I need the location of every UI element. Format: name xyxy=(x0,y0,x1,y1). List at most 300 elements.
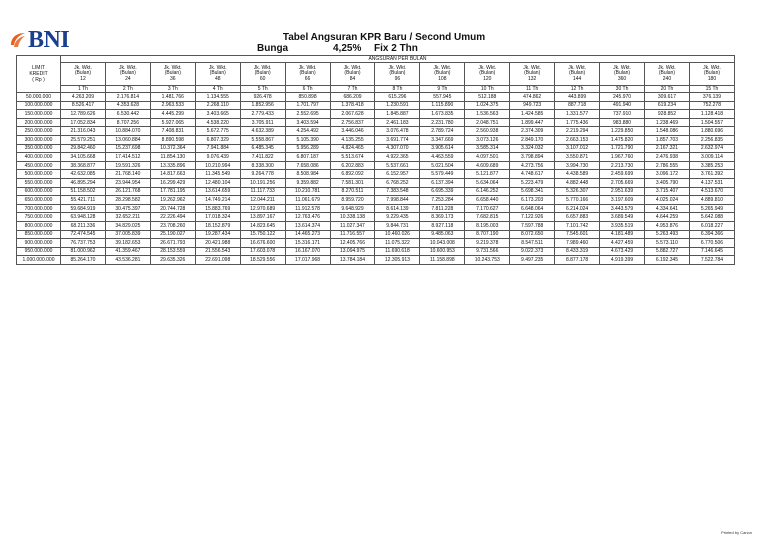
installment-cell: 8.195.003 xyxy=(465,221,510,230)
installment-cell: 9.648.929 xyxy=(330,204,375,213)
installment-cell: 9.076.439 xyxy=(195,153,240,162)
installment-cell: 2.176.814 xyxy=(105,93,150,102)
installment-cell: 1.701.797 xyxy=(285,101,330,110)
installment-cell: 6.485.345 xyxy=(240,144,285,153)
installment-cell: 8.526.417 xyxy=(61,101,106,110)
installment-cell: 6.892.092 xyxy=(330,170,375,179)
installment-cell: 19.262.962 xyxy=(150,196,195,205)
subtitle-rate-value: 4,25% xyxy=(333,43,362,54)
installment-cell: 7.383.548 xyxy=(375,187,420,196)
limit-header-line: ( Rp ) xyxy=(32,77,45,83)
installment-table xyxy=(16,55,735,265)
installment-cell: 12.044.211 xyxy=(240,196,285,205)
installment-cell: 5.537.661 xyxy=(375,161,420,170)
column-header-line: Jk. Wkt. xyxy=(343,65,362,72)
installment-cell: 2.756.837 xyxy=(330,118,375,127)
installment-cell: 9.844.731 xyxy=(375,221,420,230)
limit-header-line: KREDIT xyxy=(29,71,48,77)
installment-cell: 10.372.364 xyxy=(150,144,195,153)
column-header-line: (Bulan) xyxy=(119,70,136,77)
installment-cell: 2.560.938 xyxy=(465,127,510,136)
installment-cell: 850.898 xyxy=(285,93,330,102)
installment-cell: 28.298.582 xyxy=(105,196,150,205)
installment-cell: 7.658.086 xyxy=(285,161,330,170)
column-header xyxy=(240,63,285,86)
installment-cell: 2.849.170 xyxy=(510,135,555,144)
installment-cell: 474.862 xyxy=(510,93,555,102)
column-header xyxy=(375,63,420,86)
credit-limit-cell: 500.000.000 xyxy=(17,170,61,179)
installment-cell: 2.231.780 xyxy=(420,118,465,127)
installment-cell: 9.264.778 xyxy=(240,170,285,179)
installment-cell: 17.414.512 xyxy=(105,153,150,162)
installment-cell: 17.052.834 xyxy=(61,118,106,127)
credit-limit-cell: 700.000.000 xyxy=(17,204,61,213)
limit-header-line: LIMIT xyxy=(32,65,45,71)
installment-cell: 1.229.850 xyxy=(600,127,645,136)
installment-cell: 3.405.790 xyxy=(644,178,689,187)
installment-cell: 11.158.898 xyxy=(420,256,465,265)
installment-cell: 3.403.594 xyxy=(285,118,330,127)
installment-cell: 1.852.956 xyxy=(240,101,285,110)
installment-cell: 3.009.114 xyxy=(689,153,734,162)
installment-cell: 12.305.913 xyxy=(375,256,420,265)
installment-cell: 557.945 xyxy=(420,93,465,102)
installment-cell: 3.324.032 xyxy=(510,144,555,153)
installment-cell: 5.634.064 xyxy=(465,178,510,187)
tenor-years-header: 20 Th xyxy=(644,86,689,93)
installment-cell: 6.648.064 xyxy=(510,204,555,213)
installment-cell: 14.749.214 xyxy=(195,196,240,205)
installment-cell: 9.219.378 xyxy=(465,239,510,248)
installment-cell: 63.948.128 xyxy=(61,213,106,222)
credit-limit-cell: 550.000.000 xyxy=(17,178,61,187)
installment-cell: 1.230.591 xyxy=(375,101,420,110)
table-row xyxy=(17,213,735,222)
credit-limit-cell: 750.000.000 xyxy=(17,213,61,222)
installment-cell: 6.202.883 xyxy=(330,161,375,170)
column-header-line: Jk. Wkt. xyxy=(163,65,182,72)
tenor-years-header: 3 Th xyxy=(150,86,195,93)
column-header xyxy=(555,63,600,86)
table-row xyxy=(17,161,735,170)
column-header-line: 60 xyxy=(259,75,266,82)
column-header xyxy=(465,63,510,86)
installment-cell: 2.268.110 xyxy=(195,101,240,110)
installment-cell: 10.191.256 xyxy=(240,178,285,187)
table-row xyxy=(17,239,735,248)
installment-cell: 4.427.459 xyxy=(600,239,645,248)
column-header-line: 36 xyxy=(170,75,176,82)
column-header-line: (Bulan) xyxy=(703,70,721,77)
installment-cell: 3.446.046 xyxy=(330,127,375,136)
installment-cell: 1.857.703 xyxy=(644,135,689,144)
installment-cell: 1.845.887 xyxy=(375,110,420,119)
column-header-line: 84 xyxy=(349,75,356,82)
column-header xyxy=(150,63,195,86)
installment-cell: 29.635.326 xyxy=(150,256,195,265)
installment-cell: 5.672.775 xyxy=(195,127,240,136)
page-title: Tabel Angsuran KPR Baru / Second Umum xyxy=(282,32,486,43)
column-header-line: (Bulan) xyxy=(164,70,181,77)
installment-cell: 4.307.070 xyxy=(375,144,420,153)
installment-cell: 4.673.429 xyxy=(600,247,645,256)
limit-header xyxy=(17,56,61,93)
installment-cell: 2.476.938 xyxy=(644,153,689,162)
installment-cell: 7.545.601 xyxy=(555,230,600,239)
installment-cell: 10.043.008 xyxy=(420,239,465,248)
installment-cell: 10.243.753 xyxy=(465,256,510,265)
installment-cell: 8.614.139 xyxy=(375,204,420,213)
installment-cell: 12.763.476 xyxy=(285,213,330,222)
installment-cell: 2.374.309 xyxy=(510,127,555,136)
installment-cell: 85.264.170 xyxy=(61,256,106,265)
installment-cell: 4.609.689 xyxy=(465,161,510,170)
installment-cell: 4.254.492 xyxy=(285,127,330,136)
installment-cell: 6.807.329 xyxy=(195,135,240,144)
installment-cell: 3.905.614 xyxy=(420,144,465,153)
installment-cell: 5.121.877 xyxy=(465,170,510,179)
installment-cell: 7.581.301 xyxy=(330,178,375,187)
installment-cell: 1.673.835 xyxy=(420,110,465,119)
table-row xyxy=(17,135,735,144)
table-row xyxy=(17,204,735,213)
column-header xyxy=(510,63,555,86)
column-header-line: Jk. Wkt. xyxy=(703,65,721,72)
tenor-years-header: 11 Th xyxy=(510,86,555,93)
installment-cell: 4.882.448 xyxy=(555,178,600,187)
installment-cell: 8.707.190 xyxy=(465,230,510,239)
installment-cell: 6.768.252 xyxy=(375,178,420,187)
installment-cell: 4.353.628 xyxy=(105,101,150,110)
installment-cell: 8.927.118 xyxy=(420,221,465,230)
column-header-line: 12 xyxy=(80,75,86,82)
installment-cell: 1.536.563 xyxy=(465,110,510,119)
installment-cell: 4.137.531 xyxy=(689,178,734,187)
installment-cell: 4.513.670 xyxy=(689,187,734,196)
table-row xyxy=(17,110,735,119)
installment-cell: 1.880.696 xyxy=(689,127,734,136)
column-header xyxy=(689,63,734,86)
installment-cell: 8.890.598 xyxy=(150,135,195,144)
installment-cell: 8.072.650 xyxy=(510,230,555,239)
installment-cell: 9.229.435 xyxy=(375,213,420,222)
installment-cell: 17.018.324 xyxy=(195,213,240,222)
installment-cell: 6.695.339 xyxy=(420,187,465,196)
installment-cell: 619.234 xyxy=(644,101,689,110)
column-header-line: (Bulan) xyxy=(434,70,451,77)
installment-cell: 737.910 xyxy=(600,110,645,119)
installment-cell: 25.190.027 xyxy=(150,230,195,239)
column-header-line: (Bulan) xyxy=(479,70,496,77)
table-row xyxy=(17,221,735,230)
column-header-line: 24 xyxy=(125,75,131,82)
installment-cell: 15.316.171 xyxy=(285,239,330,248)
installment-cell: 11.027.347 xyxy=(330,221,375,230)
installment-cell: 2.789.724 xyxy=(420,127,465,136)
credit-limit-cell: 900.000.000 xyxy=(17,239,61,248)
column-header-line: 240 xyxy=(662,75,672,82)
installment-cell: 5.956.289 xyxy=(285,144,330,153)
installment-cell: 13.897.167 xyxy=(240,213,285,222)
installment-cell: 37.005.839 xyxy=(105,230,150,239)
installment-cell: 6.807.187 xyxy=(285,153,330,162)
installment-cell: 15.750.122 xyxy=(240,230,285,239)
installment-cell: 6.658.440 xyxy=(465,196,510,205)
installment-cell: 1.899.447 xyxy=(510,118,555,127)
installment-cell: 887.718 xyxy=(555,101,600,110)
installment-cell: 1.481.766 xyxy=(150,93,195,102)
installment-cell: 11.716.557 xyxy=(330,230,375,239)
installment-cell: 309.617 xyxy=(644,93,689,102)
installment-cell: 11.912.578 xyxy=(285,204,330,213)
installment-cell: 11.854.130 xyxy=(150,153,195,162)
installment-cell: 4.748.617 xyxy=(510,170,555,179)
column-header-line: (Bulan) xyxy=(299,70,316,77)
credit-limit-cell: 1.000.000.000 xyxy=(17,256,61,265)
column-header xyxy=(330,63,375,86)
tenor-years-header: 5 Th xyxy=(240,86,285,93)
installment-cell: 5.326.307 xyxy=(555,187,600,196)
installment-cell: 443.899 xyxy=(555,93,600,102)
installment-cell: 6.152.957 xyxy=(375,170,420,179)
installment-cell: 21.556.543 xyxy=(195,247,240,256)
installment-cell: 8.547.511 xyxy=(510,239,555,248)
installment-cell: 11.690.618 xyxy=(375,247,420,256)
table-row xyxy=(17,118,735,127)
column-header-line: 132 xyxy=(528,75,537,82)
installment-cell: 41.359.467 xyxy=(105,247,150,256)
installment-cell: 512.188 xyxy=(465,93,510,102)
installment-cell: 2.213.730 xyxy=(600,161,645,170)
installment-cell: 16.676.600 xyxy=(240,239,285,248)
installment-cell: 5.263.493 xyxy=(644,230,689,239)
subtitle-fix-period: Fix 2 Thn xyxy=(374,43,418,54)
installment-cell: 13.094.975 xyxy=(330,247,375,256)
installment-cell: 3.197.609 xyxy=(600,196,645,205)
installment-cell: 2.663.153 xyxy=(555,135,600,144)
installment-cell: 10.600.953 xyxy=(420,247,465,256)
installment-cell: 13.784.184 xyxy=(330,256,375,265)
column-header-line: 120 xyxy=(483,75,492,82)
installment-cell: 4.953.876 xyxy=(644,221,689,230)
installment-cell: 34.105.668 xyxy=(61,153,106,162)
installment-cell: 19.591.326 xyxy=(105,161,150,170)
installment-cell: 3.107.012 xyxy=(555,144,600,153)
installment-cell: 5.105.390 xyxy=(285,135,330,144)
credit-limit-cell: 150.000.000 xyxy=(17,110,61,119)
installment-cell: 13.614.374 xyxy=(285,221,330,230)
column-header-line: (Bulan) xyxy=(569,70,586,77)
installment-cell: 5.513.674 xyxy=(330,153,375,162)
installment-cell: 5.642.088 xyxy=(689,213,734,222)
column-header xyxy=(420,63,465,86)
subtitle-rate-label: Bunga xyxy=(257,43,289,54)
installment-cell: 5.265.949 xyxy=(689,204,734,213)
installment-cell: 4.025.024 xyxy=(644,196,689,205)
column-header-line: 144 xyxy=(572,75,582,82)
column-header xyxy=(105,63,150,86)
installment-cell: 4.824.465 xyxy=(330,144,375,153)
column-header-line: (Bulan) xyxy=(389,70,406,77)
tenor-years-header: 7 Th xyxy=(330,86,375,93)
column-header xyxy=(644,63,689,86)
installment-cell: 5.223.479 xyxy=(510,178,555,187)
column-header-line: Jk. Wkt. xyxy=(208,65,227,72)
installment-cell: 59.684.919 xyxy=(61,204,106,213)
column-header-line: 180 xyxy=(707,75,717,82)
installment-cell: 30.475.397 xyxy=(105,204,150,213)
installment-cell: 12.480.104 xyxy=(195,178,240,187)
installment-cell: 2.705.669 xyxy=(600,178,645,187)
table-row xyxy=(17,187,735,196)
installment-cell: 13.335.896 xyxy=(150,161,195,170)
installment-cell: 4.438.589 xyxy=(555,170,600,179)
installment-cell: 7.998.844 xyxy=(375,196,420,205)
credit-limit-cell: 400.000.000 xyxy=(17,153,61,162)
tenor-years-header: 2 Th xyxy=(105,86,150,93)
table-row xyxy=(17,256,735,265)
installment-cell: 1.721.790 xyxy=(600,144,645,153)
installment-cell: 3.798.894 xyxy=(510,153,555,162)
credit-limit-cell: 250.000.000 xyxy=(17,127,61,136)
print-footer-note: Printed by Canon xyxy=(721,530,752,535)
installment-cell: 2.067.628 xyxy=(330,110,375,119)
installment-cell: 3.585.314 xyxy=(465,144,510,153)
installment-cell: 4.919.399 xyxy=(600,256,645,265)
installment-cell: 28.153.559 xyxy=(150,247,195,256)
table-row xyxy=(17,144,735,153)
installment-cell: 12.970.689 xyxy=(240,204,285,213)
credit-limit-cell: 800.000.000 xyxy=(17,221,61,230)
installment-cell: 4.135.255 xyxy=(330,135,375,144)
installment-cell: 1.331.577 xyxy=(555,110,600,119)
installment-cell: 43.536.281 xyxy=(105,256,150,265)
installment-cell: 5.882.727 xyxy=(644,247,689,256)
installment-cell: 1.504.557 xyxy=(689,118,734,127)
column-header-line: 96 xyxy=(394,75,401,82)
column-header xyxy=(61,63,106,86)
installment-cell: 4.922.365 xyxy=(375,153,420,162)
installment-cell: 4.632.389 xyxy=(240,127,285,136)
installment-cell: 6.146.252 xyxy=(465,187,510,196)
installment-cell: 14.817.663 xyxy=(150,170,195,179)
installment-cell: 6.214.024 xyxy=(555,204,600,213)
installment-cell: 4.273.756 xyxy=(510,161,555,170)
installment-cell: 6.173.203 xyxy=(510,196,555,205)
installment-cell: 8.707.256 xyxy=(105,118,150,127)
column-header-line: (Bulan) xyxy=(344,70,361,77)
installment-cell: 2.552.695 xyxy=(285,110,330,119)
column-header-line: Jk. Wkt. xyxy=(613,65,631,72)
installment-cell: 10.884.070 xyxy=(105,127,150,136)
installment-cell: 3.994.730 xyxy=(555,161,600,170)
table-row xyxy=(17,170,735,179)
installment-cell: 4.445.299 xyxy=(150,110,195,119)
installment-cell: 32.652.211 xyxy=(105,213,150,222)
installment-cell: 3.076.478 xyxy=(375,127,420,136)
column-header-line: Jk. Wkt. xyxy=(478,65,497,72)
installment-cell: 14.465.273 xyxy=(285,230,330,239)
installment-cell: 9.359.882 xyxy=(285,178,330,187)
installment-cell: 26.121.768 xyxy=(105,187,150,196)
installment-cell: 2.167.321 xyxy=(644,144,689,153)
installment-cell: 7.122.926 xyxy=(510,213,555,222)
tenor-years-header: 30 Th xyxy=(600,86,645,93)
installment-cell: 983.880 xyxy=(600,118,645,127)
installment-cell: 8.270.511 xyxy=(330,187,375,196)
column-header-line: (Bulan) xyxy=(613,70,631,77)
installment-cell: 4.181.489 xyxy=(600,230,645,239)
installment-cell: 9.731.566 xyxy=(465,247,510,256)
column-header-line: 66 xyxy=(304,75,311,82)
installment-cell: 5.698.341 xyxy=(510,187,555,196)
installment-cell: 376.139 xyxy=(689,93,734,102)
tenor-years-header: 9 Th xyxy=(420,86,465,93)
installment-cell: 6.137.394 xyxy=(420,178,465,187)
installment-cell: 2.461.183 xyxy=(375,118,420,127)
installment-cell: 18.152.879 xyxy=(195,221,240,230)
tenor-years-header: 12 Th xyxy=(555,86,600,93)
installment-cell: 12.789.626 xyxy=(61,110,106,119)
installment-cell: 6.192.345 xyxy=(644,256,689,265)
installment-cell: 15.883.769 xyxy=(195,204,240,213)
installment-cell: 51.158.502 xyxy=(61,187,106,196)
installment-cell: 21.316.043 xyxy=(61,127,106,136)
table-row xyxy=(17,153,735,162)
installment-cell: 16.167.070 xyxy=(285,247,330,256)
column-header-line: Jk. Wkt. xyxy=(658,65,676,72)
column-header-line: Jk. Wkt. xyxy=(433,65,452,72)
installment-cell: 3.096.172 xyxy=(644,170,689,179)
installment-cell: 23.708.260 xyxy=(150,221,195,230)
installment-cell: 8.959.720 xyxy=(330,196,375,205)
installment-cell: 81.000.962 xyxy=(61,247,106,256)
installment-cell: 7.146.645 xyxy=(689,247,734,256)
installment-cell: 6.770.506 xyxy=(689,239,734,248)
credit-limit-cell: 650.000.000 xyxy=(17,196,61,205)
column-header-line: (Bulan) xyxy=(74,70,92,77)
table-row xyxy=(17,101,735,110)
installment-cell: 3.705.911 xyxy=(240,118,285,127)
installment-cell: 5.770.166 xyxy=(555,196,600,205)
installment-cell: 752.278 xyxy=(689,101,734,110)
column-header xyxy=(600,63,645,86)
installment-cell: 7.811.228 xyxy=(420,204,465,213)
bni-logo-text: BNI xyxy=(28,27,70,53)
installment-cell: 926.478 xyxy=(240,93,285,102)
installment-cell: 7.941.884 xyxy=(195,144,240,153)
credit-limit-cell: 200.000.000 xyxy=(17,118,61,127)
installment-cell: 3.403.665 xyxy=(195,110,240,119)
installment-cell: 3.347.669 xyxy=(420,135,465,144)
column-header-line: Jk. Wkt. xyxy=(388,65,407,72)
installment-cell: 14.823.645 xyxy=(240,221,285,230)
tenor-years-header: 10 Th xyxy=(465,86,510,93)
installment-cell: 3.073.126 xyxy=(465,135,510,144)
tenor-years-header: 6 Th xyxy=(285,86,330,93)
installment-cell: 8.433.319 xyxy=(555,247,600,256)
installment-cell: 2.786.555 xyxy=(644,161,689,170)
installment-cell: 10.460.026 xyxy=(375,230,420,239)
column-header-line: 108 xyxy=(438,75,447,82)
column-header xyxy=(195,63,240,86)
installment-cell: 10.338.138 xyxy=(330,213,375,222)
installment-cell: 38.368.877 xyxy=(61,161,106,170)
installment-cell: 1.024.375 xyxy=(465,101,510,110)
column-header-line: Jk. Wkt. xyxy=(118,65,137,72)
installment-cell: 72.474.545 xyxy=(61,230,106,239)
